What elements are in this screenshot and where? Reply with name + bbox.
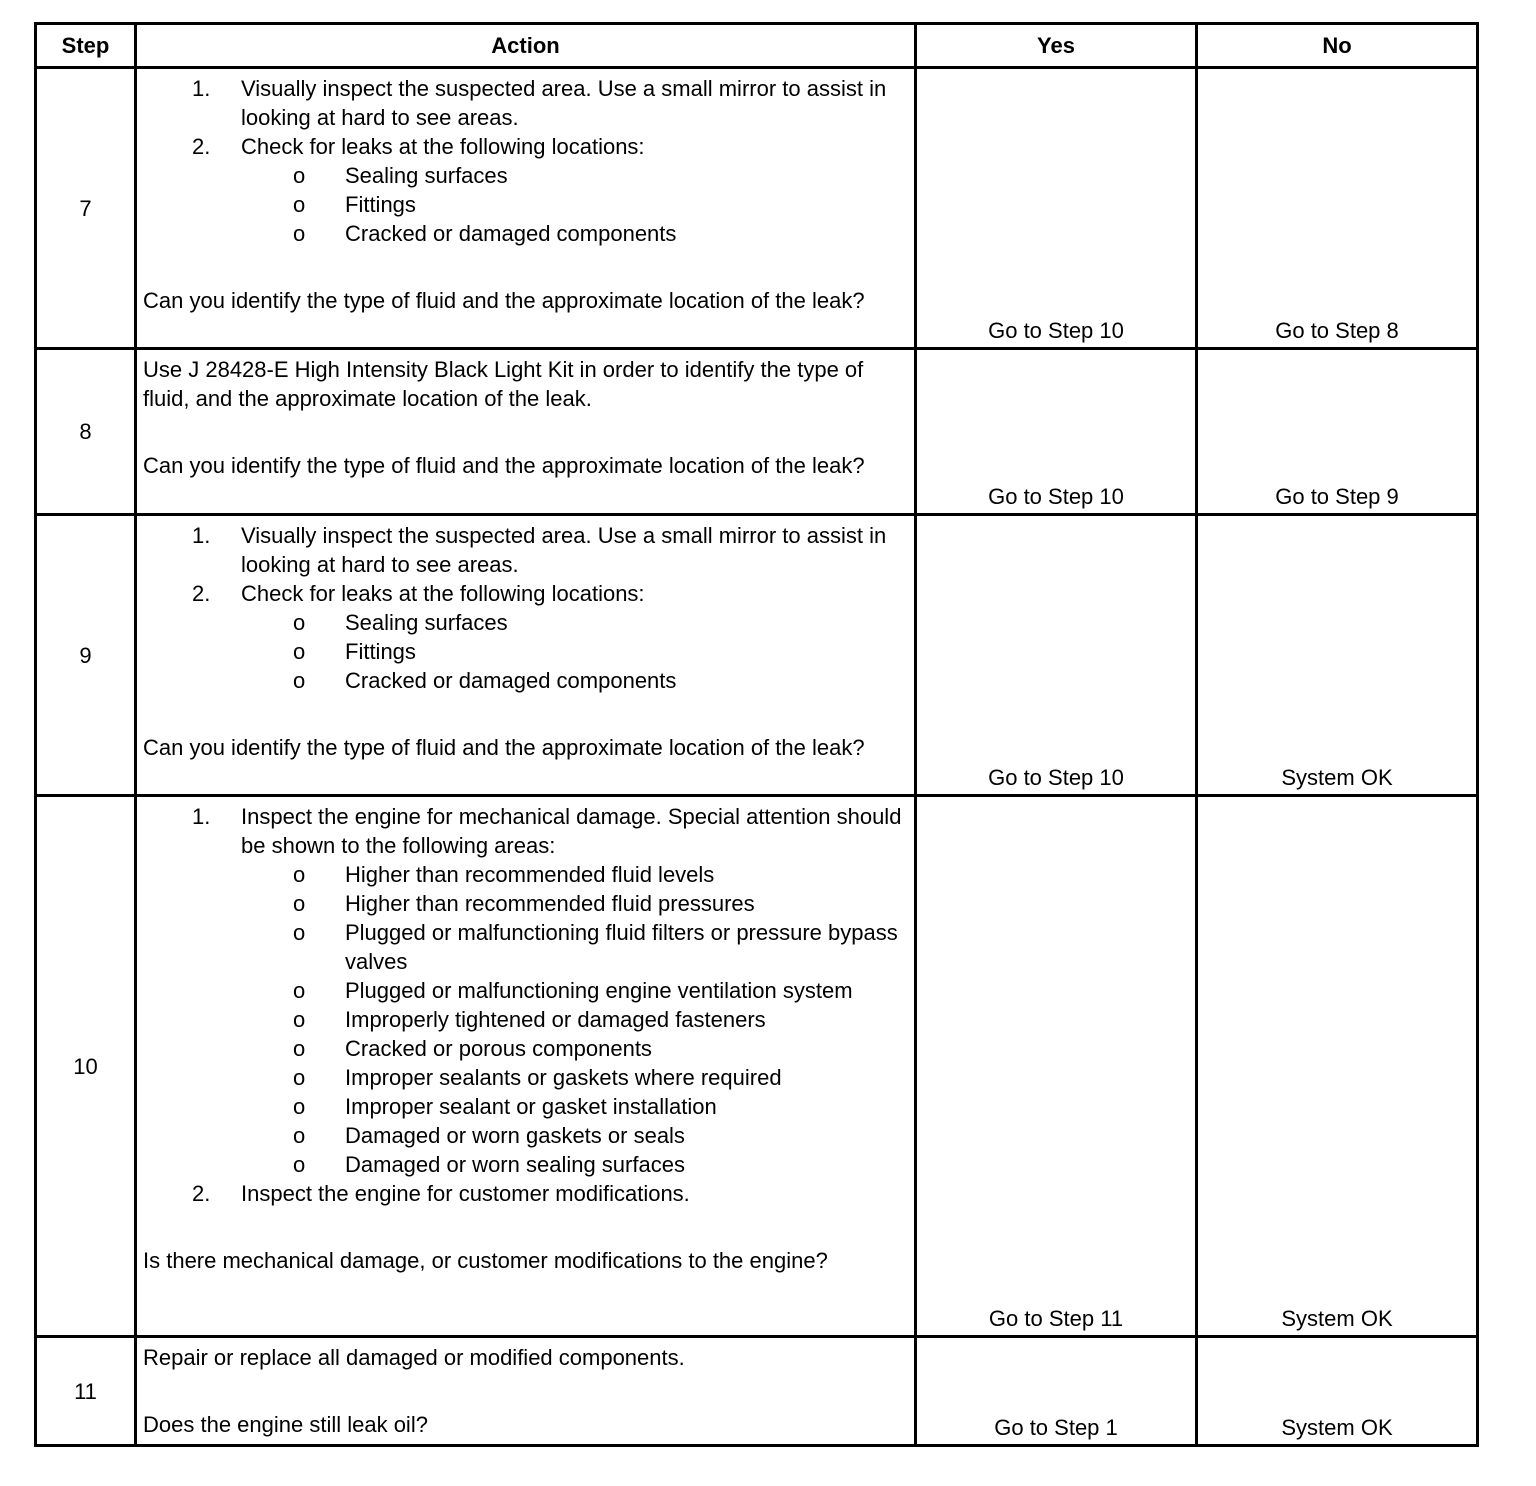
yes-result: Go to Step 10 bbox=[916, 349, 1197, 515]
bullet-text: Plugged or malfunctioning engine ventilation system bbox=[345, 978, 853, 1003]
header-action: Action bbox=[136, 24, 916, 68]
action-question: Can you identify the type of fluid and the approximate location of the leak? bbox=[143, 453, 865, 478]
bullet-circle-icon: o bbox=[293, 1094, 306, 1119]
yes-result: Go to Step 11 bbox=[916, 796, 1197, 1337]
item-number: 2. bbox=[192, 1181, 211, 1206]
bullet-circle-icon: o bbox=[293, 1123, 306, 1148]
numbered-item bbox=[143, 579, 908, 608]
numbered-item bbox=[143, 802, 908, 860]
spacer bbox=[143, 248, 908, 286]
bullet-text: Damaged or worn gaskets or seals bbox=[345, 1123, 685, 1148]
numbered-item bbox=[143, 132, 908, 161]
bullet-item bbox=[143, 666, 908, 695]
bullet-item bbox=[143, 1005, 908, 1034]
bullet-text: Sealing surfaces bbox=[345, 163, 508, 188]
bullet-text: Cracked or porous components bbox=[345, 1036, 652, 1061]
spacer bbox=[143, 1372, 908, 1410]
numbered-item bbox=[143, 1179, 908, 1208]
spacer bbox=[143, 413, 908, 451]
table-row bbox=[36, 68, 1478, 349]
bullet-circle-icon: o bbox=[293, 1036, 306, 1061]
numbered-item bbox=[143, 74, 908, 132]
bullet-text: Sealing surfaces bbox=[345, 610, 508, 635]
bullet-circle-icon: o bbox=[293, 862, 306, 887]
item-text: Visually inspect the suspected area. Use a small mirror to assist in looking at hard to see areas. bbox=[241, 76, 887, 130]
bullet-circle-icon: o bbox=[293, 192, 306, 217]
bullet-item bbox=[143, 1034, 908, 1063]
bullet-item bbox=[143, 608, 908, 637]
table-row bbox=[36, 1337, 1478, 1446]
action-question: Can you identify the type of fluid and the approximate location of the leak? bbox=[143, 288, 865, 313]
bullet-text: Higher than recommended fluid levels bbox=[345, 862, 715, 887]
action-cell bbox=[136, 349, 916, 515]
no-result: System OK bbox=[1197, 1337, 1478, 1446]
action-cell bbox=[136, 68, 916, 349]
step-number: 11 bbox=[36, 1337, 136, 1446]
diagnostic-table bbox=[34, 22, 1479, 1447]
bullet-text: Cracked or damaged components bbox=[345, 221, 677, 246]
action-question: Is there mechanical damage, or customer modifications to the engine? bbox=[143, 1248, 828, 1273]
bullet-circle-icon: o bbox=[293, 639, 306, 664]
bullet-item bbox=[143, 1092, 908, 1121]
bullet-item bbox=[143, 161, 908, 190]
bullet-circle-icon: o bbox=[293, 891, 306, 916]
step-number: 8 bbox=[36, 349, 136, 515]
bullet-circle-icon: o bbox=[293, 1152, 306, 1177]
bullet-circle-icon: o bbox=[293, 610, 306, 635]
item-text: Inspect the engine for customer modifications. bbox=[241, 1181, 690, 1206]
bullet-text: Damaged or worn sealing surfaces bbox=[345, 1152, 685, 1177]
step-number: 9 bbox=[36, 515, 136, 796]
bullet-text: Improperly tightened or damaged fasteners bbox=[345, 1007, 766, 1032]
numbered-item bbox=[143, 521, 908, 579]
item-number: 1. bbox=[192, 523, 211, 548]
action-cell bbox=[136, 796, 916, 1337]
item-text: Inspect the engine for mechanical damage. Special attention should be shown to the following areas: bbox=[241, 804, 902, 858]
item-text: Check for leaks at the following locations: bbox=[241, 134, 645, 159]
bullet-circle-icon: o bbox=[293, 221, 306, 246]
bullet-item bbox=[143, 918, 908, 976]
bullet-circle-icon: o bbox=[293, 1065, 306, 1090]
yes-result: Go to Step 10 bbox=[916, 515, 1197, 796]
bullet-text: Improper sealants or gaskets where required bbox=[345, 1065, 782, 1090]
item-number: 2. bbox=[192, 134, 211, 159]
spacer bbox=[143, 1208, 908, 1246]
yes-result: Go to Step 10 bbox=[916, 68, 1197, 349]
bullet-circle-icon: o bbox=[293, 668, 306, 693]
action-instruction: Use J 28428-E High Intensity Black Light Kit in order to identify the type of fluid, and the approximate location of the leak. bbox=[143, 357, 864, 411]
action-question: Can you identify the type of fluid and the approximate location of the leak? bbox=[143, 735, 865, 760]
bullet-circle-icon: o bbox=[293, 978, 306, 1003]
bullet-item bbox=[143, 1150, 908, 1179]
action-cell bbox=[136, 1337, 916, 1446]
bullet-item bbox=[143, 190, 908, 219]
table-row bbox=[36, 796, 1478, 1337]
header-no: No bbox=[1197, 24, 1478, 68]
bullet-item bbox=[143, 860, 908, 889]
no-result: System OK bbox=[1197, 515, 1478, 796]
table-row bbox=[36, 349, 1478, 515]
bullet-circle-icon: o bbox=[293, 920, 306, 945]
action-cell bbox=[136, 515, 916, 796]
bullet-circle-icon: o bbox=[293, 163, 306, 188]
bullet-item bbox=[143, 219, 908, 248]
no-result: Go to Step 8 bbox=[1197, 68, 1478, 349]
bullet-text: Fittings bbox=[345, 192, 416, 217]
header-yes: Yes bbox=[916, 24, 1197, 68]
action-instruction: Repair or replace all damaged or modified components. bbox=[143, 1345, 685, 1370]
bullet-item bbox=[143, 889, 908, 918]
bullet-circle-icon: o bbox=[293, 1007, 306, 1032]
bullet-item bbox=[143, 1063, 908, 1092]
bullet-item bbox=[143, 976, 908, 1005]
bullet-text: Improper sealant or gasket installation bbox=[345, 1094, 717, 1119]
bullet-text: Cracked or damaged components bbox=[345, 668, 677, 693]
bullet-text: Higher than recommended fluid pressures bbox=[345, 891, 755, 916]
step-number: 10 bbox=[36, 796, 136, 1337]
item-number: 1. bbox=[192, 76, 211, 101]
action-question: Does the engine still leak oil? bbox=[143, 1412, 428, 1437]
no-result: Go to Step 9 bbox=[1197, 349, 1478, 515]
item-text: Check for leaks at the following locations: bbox=[241, 581, 645, 606]
header-row bbox=[36, 24, 1478, 68]
bullet-text: Plugged or malfunctioning fluid filters or pressure bypass valves bbox=[345, 920, 898, 974]
table-row bbox=[36, 515, 1478, 796]
bullet-item bbox=[143, 637, 908, 666]
bullet-item bbox=[143, 1121, 908, 1150]
no-result: System OK bbox=[1197, 796, 1478, 1337]
item-number: 1. bbox=[192, 804, 211, 829]
item-number: 2. bbox=[192, 581, 211, 606]
spacer bbox=[143, 695, 908, 733]
header-step: Step bbox=[36, 24, 136, 68]
step-number: 7 bbox=[36, 68, 136, 349]
item-text: Visually inspect the suspected area. Use a small mirror to assist in looking at hard to see areas. bbox=[241, 523, 887, 577]
bullet-text: Fittings bbox=[345, 639, 416, 664]
yes-result: Go to Step 1 bbox=[916, 1337, 1197, 1446]
